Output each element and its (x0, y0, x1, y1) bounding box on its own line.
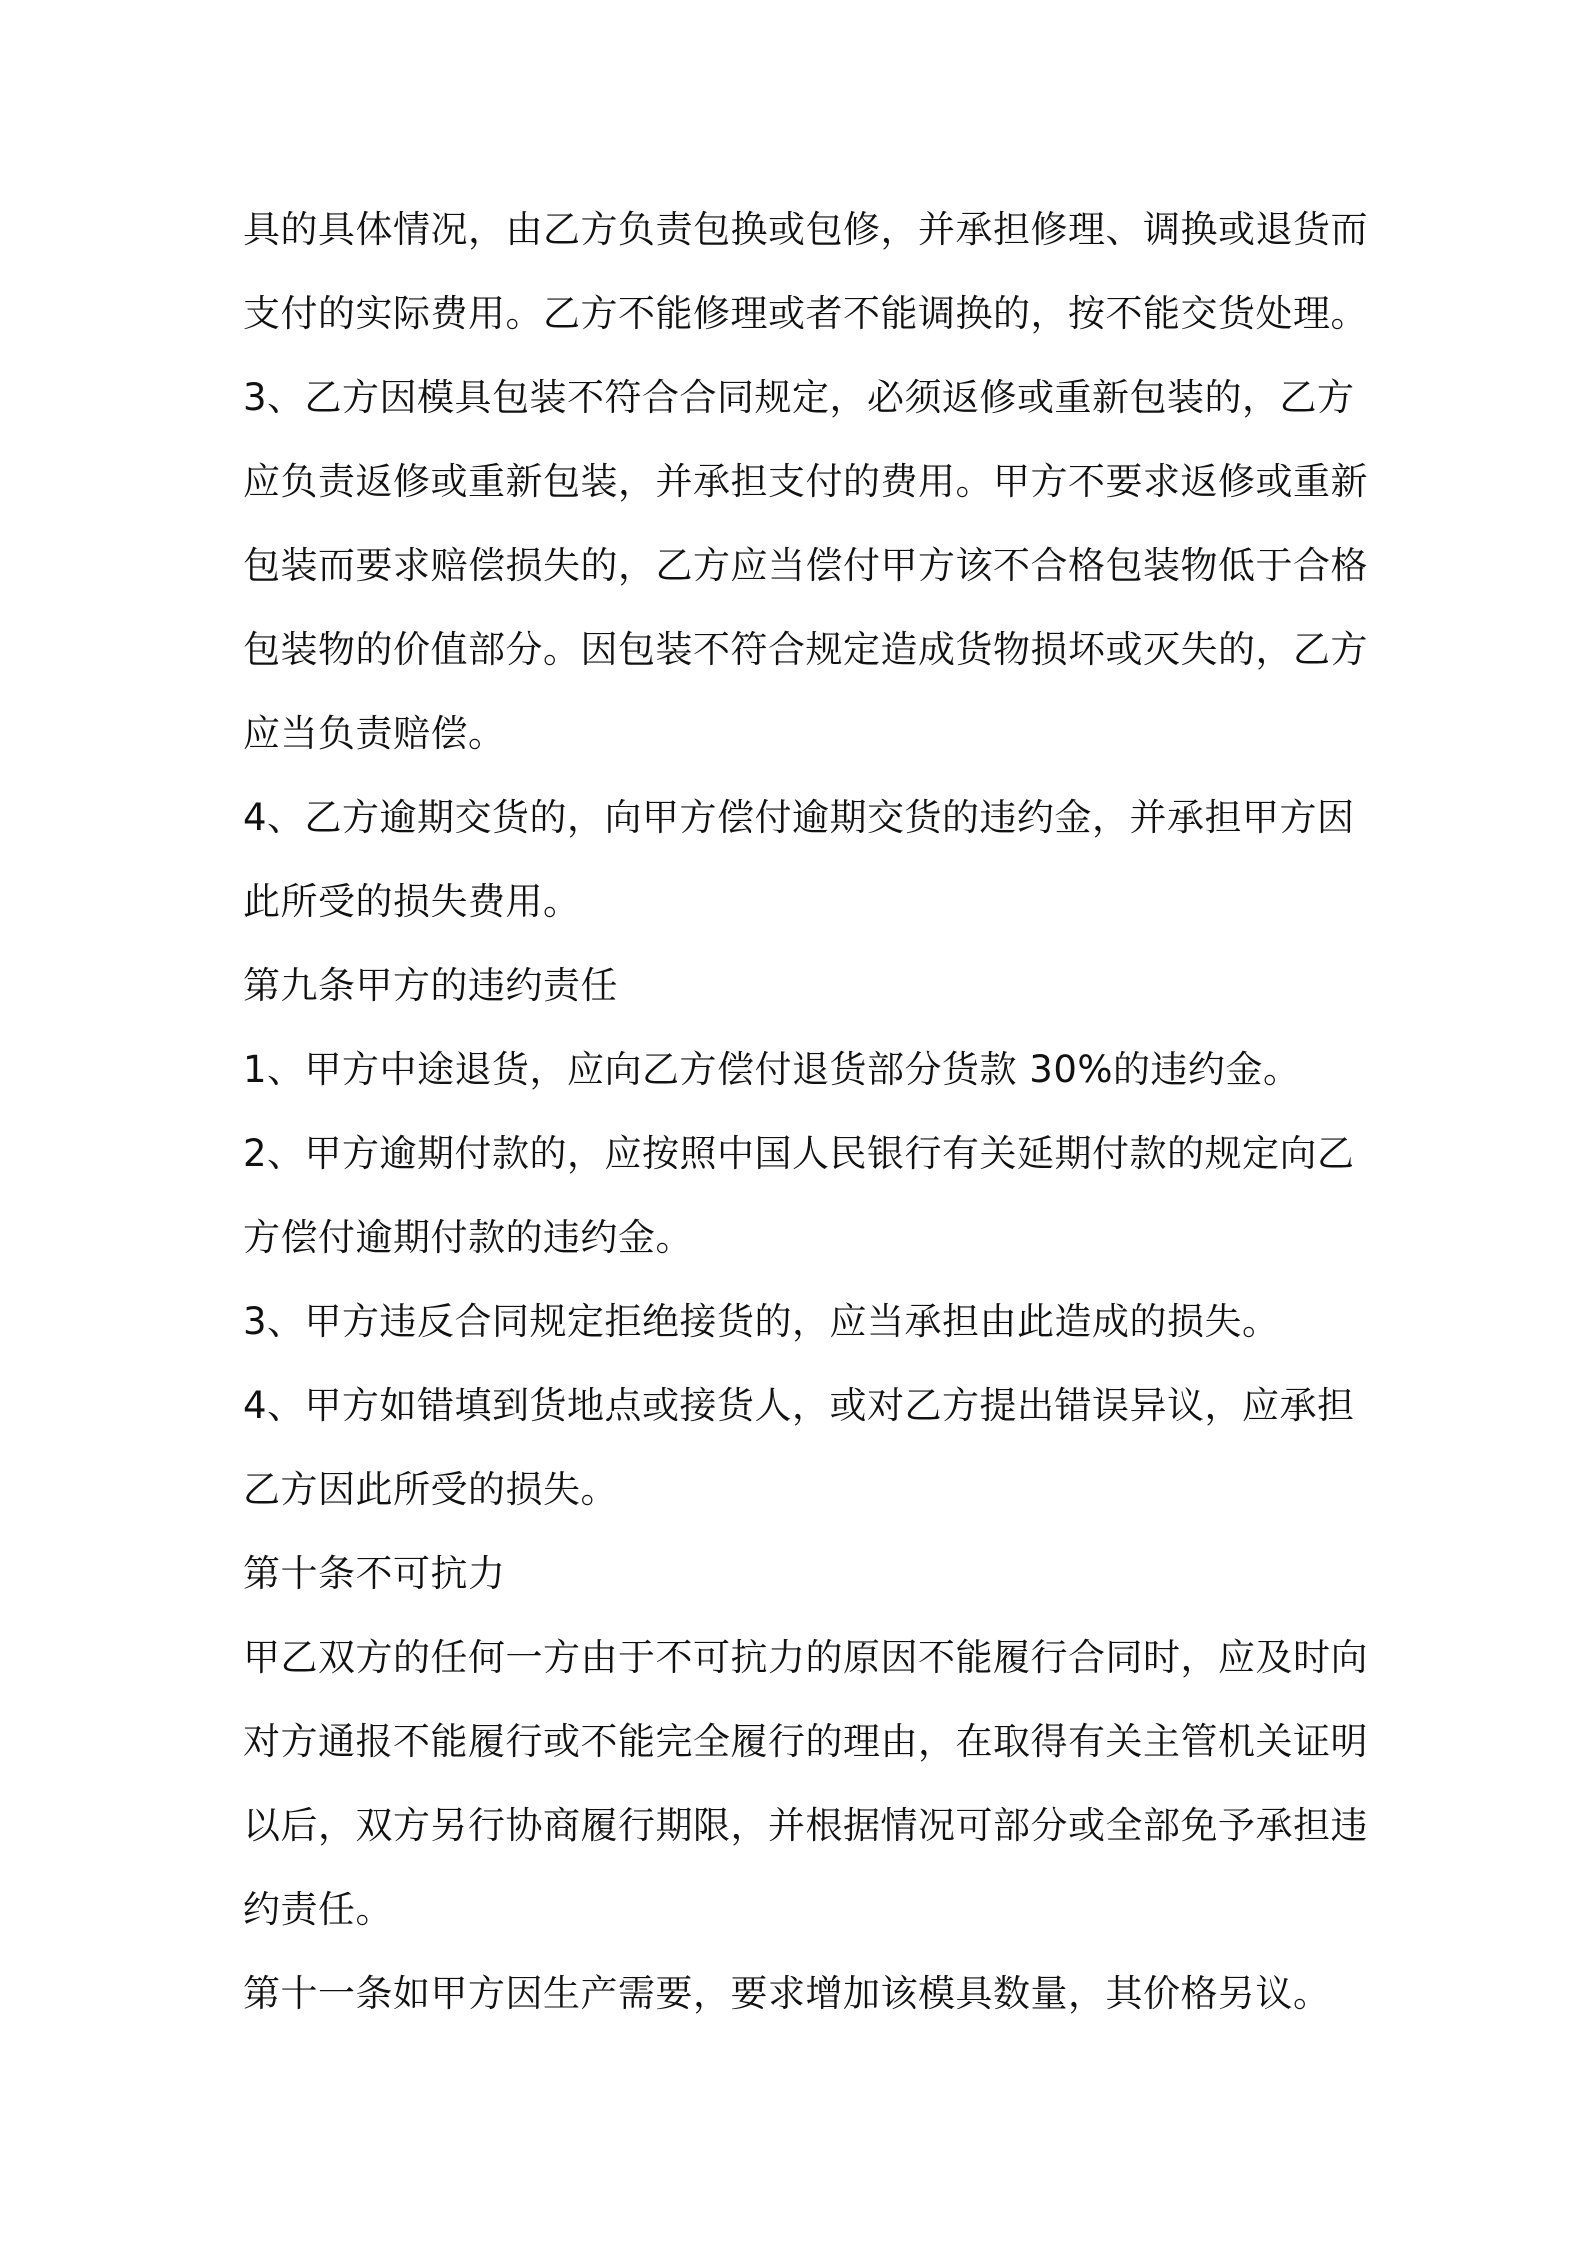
paragraph-line: 此所受的损失费用。 (243, 880, 581, 923)
paragraph-line: 2、甲方逾期付款的，应按照中国人民银行有关延期付款的规定向乙 (243, 1132, 1355, 1175)
paragraph-line: 应当负责赔偿。 (243, 712, 506, 755)
paragraph-line: 3、甲方违反合同规定拒绝接货的，应当承担由此造成的损失。 (243, 1300, 1280, 1343)
paragraph-line: 方偿付逾期付款的违约金。 (243, 1216, 693, 1259)
paragraph-line: 支付的实际费用。乙方不能修理或者不能调换的，按不能交货处理。 (243, 292, 1368, 335)
paragraph-line: 乙方因此所受的损失。 (243, 1468, 618, 1511)
section-heading: 第十条不可抗力 (243, 1552, 506, 1595)
paragraph-line: 1、甲方中途退货，应向乙方偿付退货部分货款 30%的违约金。 (243, 1048, 1301, 1091)
paragraph-line: 约责任。 (243, 1888, 393, 1931)
paragraph-line: 以后，双方另行协商履行期限，并根据情况可部分或全部免予承担违 (243, 1804, 1368, 1847)
section-heading: 第十一条如甲方因生产需要，要求增加该模具数量，其价格另议。 (243, 1972, 1331, 2015)
paragraph-line: 应负责返修或重新包装，并承担支付的费用。甲方不要求返修或重新 (243, 460, 1368, 503)
paragraph-line: 3、乙方因模具包装不符合合同规定，必须返修或重新包装的，乙方 (243, 376, 1355, 419)
section-heading: 第九条甲方的违约责任 (243, 964, 618, 1007)
paragraph-line: 包装而要求赔偿损失的，乙方应当偿付甲方该不合格包装物低于合格 (243, 544, 1368, 587)
paragraph-line: 4、甲方如错填到货地点或接货人，或对乙方提出错误异议，应承担 (243, 1384, 1355, 1427)
paragraph-line: 4、乙方逾期交货的，向甲方偿付逾期交货的违约金，并承担甲方因 (243, 796, 1355, 839)
paragraph-line: 具的具体情况，由乙方负责包换或包修，并承担修理、调换或退货而 (243, 208, 1368, 251)
paragraph-line: 对方通报不能履行或不能完全履行的理由，在取得有关主管机关证明 (243, 1720, 1368, 1763)
paragraph-line: 包装物的价值部分。因包装不符合规定造成货物损坏或灭失的，乙方 (243, 628, 1368, 671)
paragraph-line: 甲乙双方的任何一方由于不可抗力的原因不能履行合同时，应及时向 (243, 1636, 1368, 1679)
